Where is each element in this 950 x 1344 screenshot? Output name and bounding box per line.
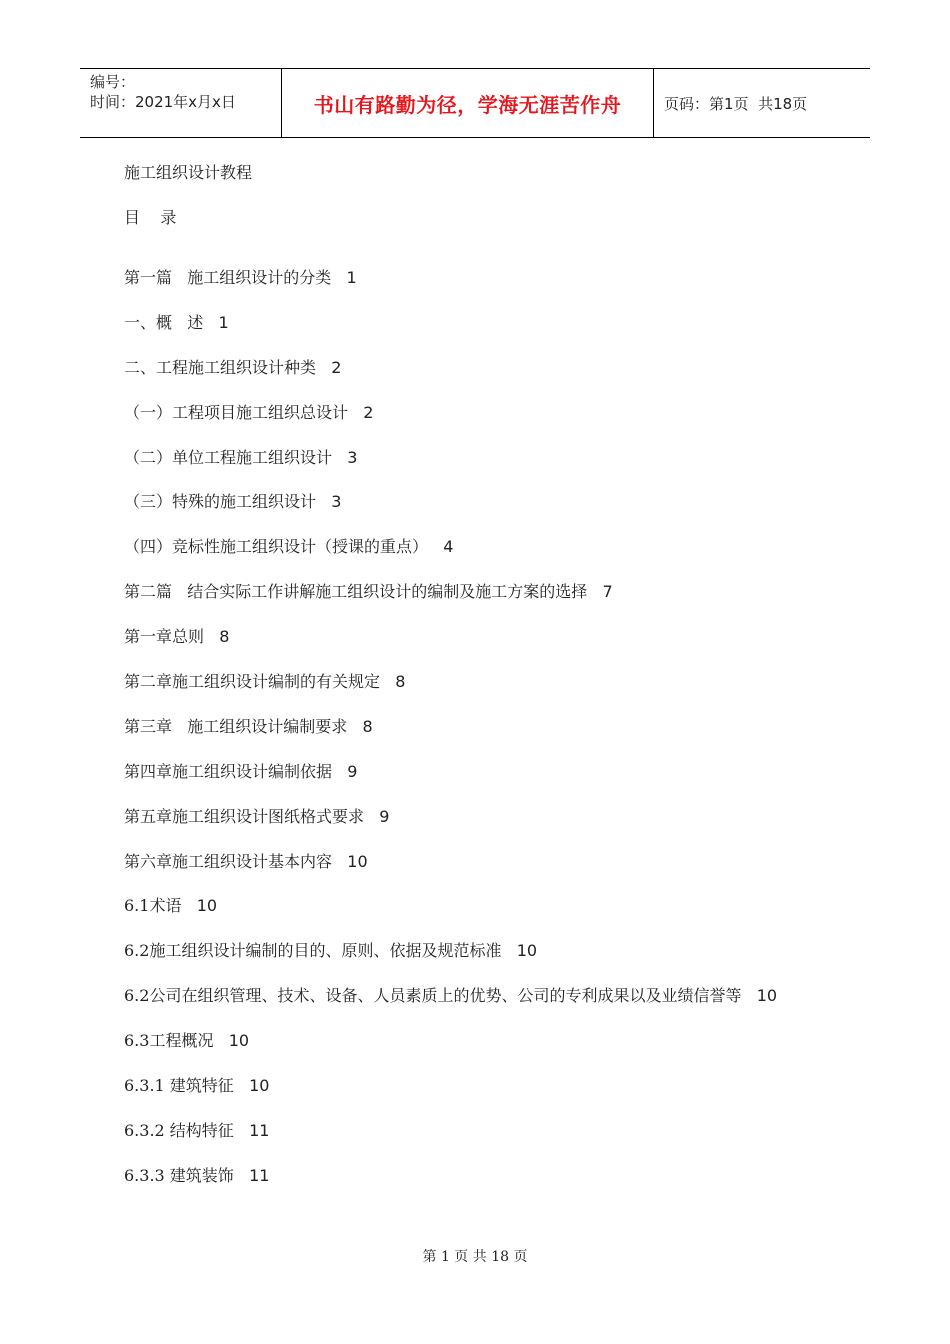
toc-entry-title: （三）特殊的施工组织设计: [124, 492, 317, 512]
toc-entry[interactable]: [124, 1030, 777, 1075]
toc-entry[interactable]: [124, 491, 777, 536]
page-footer: 第 1 页 共 18 页: [422, 1249, 528, 1265]
toc-entry-page: 10: [516, 941, 538, 961]
toc-entry-page: 4: [443, 537, 454, 557]
toc-entry-title: 6.3.3 建筑装饰: [124, 1165, 234, 1185]
toc-entry-page: 3: [331, 492, 342, 512]
toc-entry-title: 6.2施工组织设计编制的目的、原则、依据及规范标准: [124, 941, 502, 961]
toc-entry-page: 8: [395, 672, 406, 692]
toc-entry-title: 6.3工程概况: [124, 1031, 214, 1051]
toc-entry-page: 2: [331, 357, 342, 377]
toc-entry-title: （四）竞标性施工组织设计（授课的重点）: [124, 537, 429, 557]
toc-entry-title: （二）单位工程施工组织设计: [124, 447, 333, 467]
toc-entry[interactable]: [124, 851, 777, 896]
toc-entry-title: （一）工程项目施工组织总设计: [124, 402, 349, 422]
page-header: [80, 68, 870, 138]
header-motto-cell: [282, 69, 654, 137]
toc-entry-title: 第二篇 结合实际工作讲解施工组织设计的编制及施工方案的选择: [124, 582, 588, 602]
toc-entry[interactable]: [124, 312, 777, 357]
table-of-contents: [124, 267, 777, 1210]
header-motto: 书山有路勤为径，学海无涯苦作舟: [313, 92, 622, 117]
toc-entry-page: 7: [602, 582, 613, 602]
header-page-info-cell: [654, 69, 870, 137]
header-page-info: 页码：第1页 共18页: [664, 94, 808, 113]
toc-entry-title: 第五章施工组织设计图纸格式要求: [124, 806, 365, 826]
toc-entry-page: 2: [363, 402, 374, 422]
toc-entry[interactable]: [124, 1165, 777, 1210]
toc-entry-page: 11: [249, 1120, 270, 1140]
toc-entry-page: 10: [756, 986, 778, 1006]
toc-entry[interactable]: [124, 895, 777, 940]
toc-entry-page: 10: [228, 1031, 250, 1051]
toc-entry-title: 6.2公司在组织管理、技术、设备、人员素质上的优势、公司的专利成果以及业绩信誉等: [124, 986, 742, 1006]
toc-entry-page: 1: [218, 312, 229, 332]
toc-entry-title: 一、概 述: [124, 312, 204, 332]
toc-entry[interactable]: [124, 357, 777, 402]
document-time: 时间：2021年x月x日: [90, 93, 236, 111]
toc-entry-page: 11: [249, 1165, 270, 1185]
toc-entry-page: 3: [347, 447, 358, 467]
toc-entry-page: 9: [347, 761, 358, 781]
header-meta: [80, 69, 282, 137]
toc-entry-title: 6.1术语: [124, 896, 182, 916]
toc-entry[interactable]: [124, 447, 777, 492]
toc-entry-page: 10: [196, 896, 218, 916]
toc-entry[interactable]: [124, 940, 777, 985]
toc-entry-title: 第六章施工组织设计基本内容: [124, 851, 333, 871]
toc-entry[interactable]: [124, 806, 777, 851]
toc-entry-page: 1: [346, 268, 357, 287]
toc-entry-title: 6.3.2 结构特征: [124, 1120, 234, 1140]
toc-entry-title: 6.3.1 建筑特征: [124, 1076, 234, 1096]
document-title: 施工组织设计教程: [124, 163, 253, 182]
toc-entry-title: 第三章 施工组织设计编制要求: [124, 716, 348, 736]
toc-entry[interactable]: [124, 671, 777, 716]
toc-entry[interactable]: [124, 402, 777, 447]
toc-entry-title: 二、工程施工组织设计种类: [124, 357, 317, 377]
toc-entry[interactable]: [124, 626, 777, 671]
toc-entry[interactable]: [124, 581, 777, 626]
toc-entry-page: 10: [347, 851, 368, 871]
toc-entry[interactable]: [124, 716, 777, 761]
toc-entry[interactable]: [124, 267, 777, 312]
toc-entry-page: 10: [249, 1076, 270, 1096]
toc-entry[interactable]: [124, 761, 777, 806]
toc-entry-page: 8: [362, 716, 373, 736]
toc-entry-title: 第一章总则: [124, 627, 205, 647]
toc-entry[interactable]: [124, 1075, 777, 1120]
toc-entry[interactable]: [124, 1120, 777, 1165]
toc-heading: 目 录: [124, 208, 177, 227]
toc-entry-page: 8: [219, 627, 230, 647]
toc-entry-title: 第二章施工组织设计编制的有关规定: [124, 672, 381, 692]
document-number-label: 编号：: [90, 73, 136, 91]
toc-entry-page: 9: [379, 806, 390, 826]
toc-entry-title: 第四章施工组织设计编制依据: [124, 761, 333, 781]
toc-entry[interactable]: [124, 536, 777, 581]
toc-entry[interactable]: [124, 985, 777, 1030]
toc-entry-title: 第一篇 施工组织设计的分类: [124, 268, 332, 287]
